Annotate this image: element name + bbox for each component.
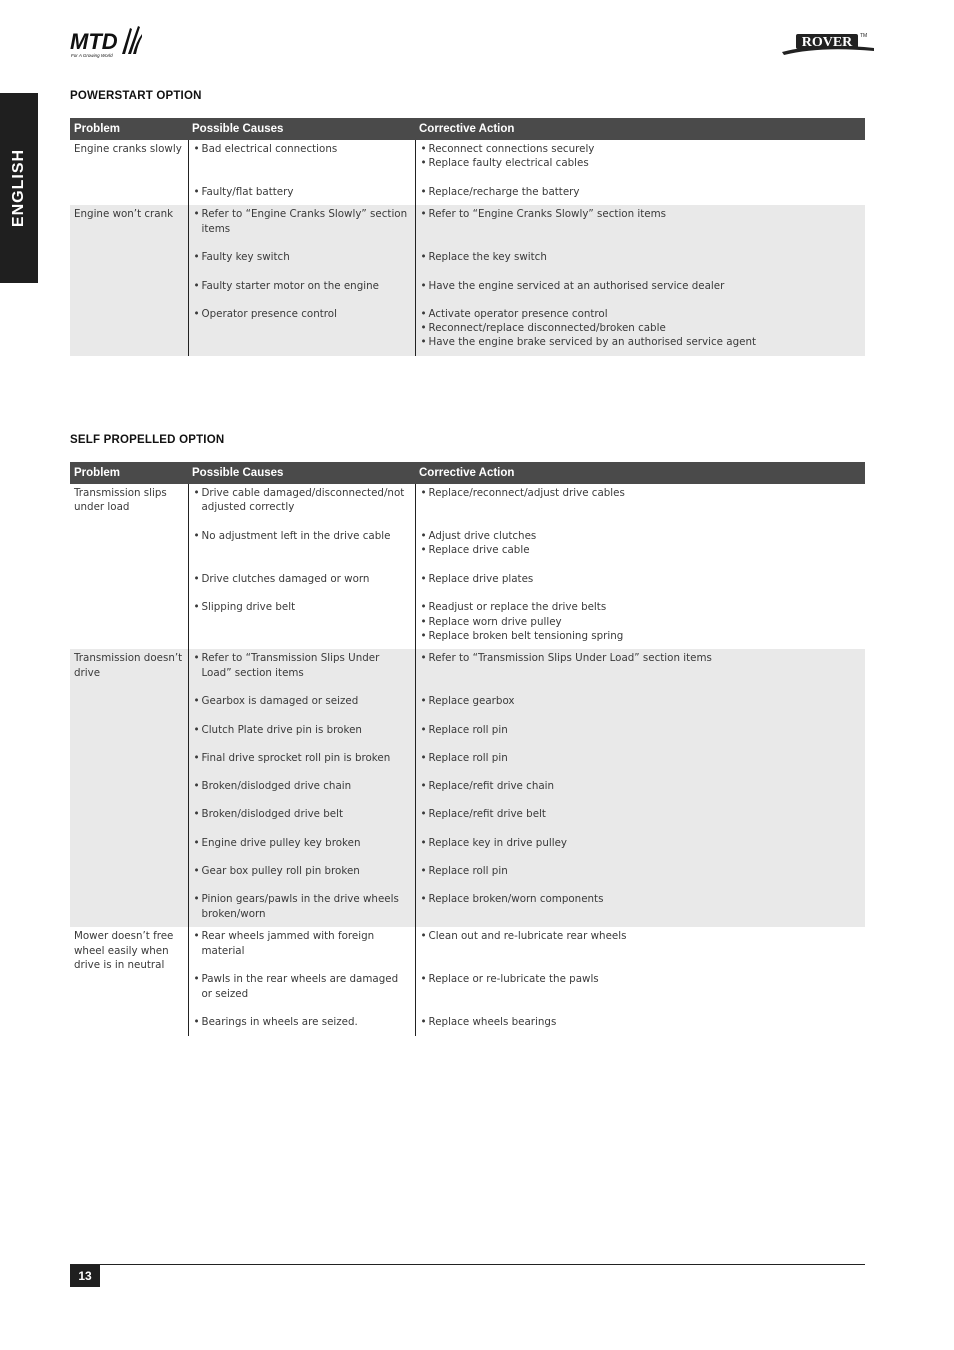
list-item: • Slipping drive belt (194, 600, 411, 614)
rover-logo-text: ROVER (801, 35, 853, 50)
bullet-list (421, 929, 862, 943)
action-group (421, 972, 862, 1001)
list-item: • Gearbox is damaged or seized (194, 694, 411, 708)
causes-cell (188, 649, 415, 927)
list-item: • Adjust drive clutches (421, 529, 862, 543)
action-group (421, 651, 862, 680)
list-item: • Replace or re-lubricate the pawls (421, 972, 862, 986)
table-row (70, 140, 865, 205)
bullet-list (421, 864, 862, 878)
list-item: • Broken/dislodged drive belt (194, 807, 411, 821)
mtd-tagline: For A Growing World (71, 53, 113, 58)
actions-cell (415, 484, 865, 649)
list-item: • Replace/refit drive belt (421, 807, 862, 821)
problem-cell: Transmission slips under load (74, 487, 167, 514)
cause-group (194, 572, 411, 586)
bullet-list (194, 1015, 411, 1029)
list-item: • Have the engine serviced at an authorised service dealer (421, 279, 862, 293)
action-group (421, 807, 862, 821)
action-group (421, 779, 862, 793)
action-group (421, 600, 862, 643)
cause-group (194, 694, 411, 708)
bullet-list (421, 185, 862, 199)
list-item: • Rear wheels jammed with foreign material (194, 929, 411, 958)
bullet-list (194, 600, 411, 614)
self-propelled-table (70, 462, 865, 1036)
actions-cell (415, 649, 865, 927)
table-row (70, 205, 865, 356)
list-item: • Faulty key switch (194, 250, 411, 264)
bullet-list (194, 892, 411, 921)
action-group (421, 307, 862, 350)
action-group (421, 250, 862, 264)
cause-group (194, 779, 411, 793)
bullet-list (421, 972, 862, 986)
cause-group (194, 486, 411, 515)
cause-group (194, 836, 411, 850)
list-item: • Bearings in wheels are seized. (194, 1015, 411, 1029)
actions-cell (415, 140, 865, 205)
action-group (421, 486, 862, 515)
cause-group (194, 207, 411, 236)
powerstart-table (70, 118, 865, 356)
bullet-list (421, 779, 862, 793)
table-row (70, 649, 865, 927)
list-item: • Bad electrical connections (194, 142, 411, 156)
list-item: • Refer to “Transmission Slips Under Load” section items (194, 651, 411, 680)
mtd-logo-text: MTD (70, 29, 118, 54)
bullet-list (194, 207, 411, 236)
bullet-list (194, 972, 411, 1001)
problem-cell: Mower doesn’t free wheel easily when drive is in neutral (74, 930, 174, 971)
table-row (70, 484, 865, 649)
bullet-list (421, 250, 862, 264)
action-group (421, 279, 862, 293)
cause-group (194, 1015, 411, 1029)
list-item: • Readjust or replace the drive belts (421, 600, 862, 614)
cause-group (194, 250, 411, 264)
header-possible-causes: Possible Causes (188, 462, 415, 484)
bullet-list (421, 723, 862, 737)
list-item: • Replace gearbox (421, 694, 862, 708)
cause-group (194, 751, 411, 765)
list-item: • Replace broken belt tensioning spring (421, 629, 862, 643)
header-corrective-action: Corrective Action (415, 118, 865, 140)
language-label: ENGLISH (10, 148, 27, 228)
action-group (421, 864, 862, 878)
cause-group (194, 864, 411, 878)
mtd-logo (70, 24, 142, 60)
problem-cell: Engine won’t crank (70, 205, 188, 356)
action-group (421, 723, 862, 737)
bullet-list (421, 307, 862, 350)
list-item: • Refer to “Engine Cranks Slowly” section items (194, 207, 411, 236)
cause-group (194, 142, 411, 171)
rover-tm: TM (860, 33, 868, 39)
header-problem: Problem (70, 462, 188, 484)
list-item: • Final drive sprocket roll pin is broken (194, 751, 411, 765)
list-item: • Reconnect/replace disconnected/broken cable (421, 321, 862, 335)
bullet-list (421, 600, 862, 643)
causes-cell (188, 140, 415, 205)
bullet-list (421, 279, 862, 293)
powerstart-title: POWERSTART OPTION (70, 90, 202, 102)
header-possible-causes: Possible Causes (188, 118, 415, 140)
list-item: • Replace the key switch (421, 250, 862, 264)
list-item: • Refer to “Transmission Slips Under Load” section items (421, 651, 862, 665)
bullet-list (421, 836, 862, 850)
cause-group (194, 723, 411, 737)
list-item: • Pinion gears/pawls in the drive wheels broken/worn (194, 892, 411, 921)
bullet-list (194, 779, 411, 793)
action-group (421, 892, 862, 921)
list-item: • Clean out and re-lubricate rear wheels (421, 929, 862, 943)
action-group (421, 836, 862, 850)
list-item: • Replace wheels bearings (421, 1015, 862, 1029)
list-item: • Replace faulty electrical cables (421, 156, 862, 170)
list-item: • Replace roll pin (421, 864, 862, 878)
bullet-list (194, 307, 411, 321)
action-group (421, 529, 862, 558)
bullet-list (421, 651, 862, 665)
list-item: • Replace worn drive pulley (421, 615, 862, 629)
cause-group (194, 972, 411, 1001)
list-item: • Replace/refit drive chain (421, 779, 862, 793)
bullet-list (421, 486, 862, 500)
causes-cell (188, 927, 415, 1035)
table-header-row (70, 462, 865, 484)
list-item: • Replace drive cable (421, 543, 862, 557)
causes-cell (188, 205, 415, 356)
bullet-list (194, 723, 411, 737)
bullet-list (194, 185, 411, 199)
list-item: • Replace roll pin (421, 723, 862, 737)
action-group (421, 1015, 862, 1029)
bullet-list (421, 207, 862, 221)
bullet-list (194, 694, 411, 708)
list-item: • Replace/recharge the battery (421, 185, 862, 199)
action-group (421, 929, 862, 958)
bullet-list (194, 529, 411, 543)
cause-group (194, 600, 411, 643)
bullet-list (194, 807, 411, 821)
list-item: • Engine drive pulley key broken (194, 836, 411, 850)
rover-logo (780, 28, 876, 60)
self-propelled-title: SELF PROPELLED OPTION (70, 434, 225, 446)
list-item: • Drive clutches damaged or worn (194, 572, 411, 586)
cause-group (194, 929, 411, 958)
table-row (70, 927, 865, 1035)
table-header-row (70, 118, 865, 140)
bullet-list (194, 572, 411, 586)
cause-group (194, 529, 411, 558)
problem-cell: Engine cranks slowly (74, 143, 182, 155)
bullet-list (194, 751, 411, 765)
list-item: • Refer to “Engine Cranks Slowly” section items (421, 207, 862, 221)
cause-group (194, 279, 411, 293)
bullet-list (421, 1015, 862, 1029)
action-group (421, 572, 862, 586)
cause-group (194, 307, 411, 350)
bullet-list (194, 486, 411, 515)
problem-cell: Transmission doesn’t drive (70, 649, 188, 927)
actions-cell (415, 205, 865, 356)
list-item: • Replace roll pin (421, 751, 862, 765)
bullet-list (194, 250, 411, 264)
footer-divider (70, 1264, 865, 1265)
bullet-list (194, 864, 411, 878)
actions-cell (415, 927, 865, 1035)
list-item: • No adjustment left in the drive cable (194, 529, 411, 543)
list-item: • Replace key in drive pulley (421, 836, 862, 850)
list-item: • Replace broken/worn components (421, 892, 862, 906)
cause-group (194, 892, 411, 921)
list-item: • Faulty starter motor on the engine (194, 279, 411, 293)
bullet-list (421, 892, 862, 906)
bullet-list (421, 529, 862, 558)
list-item: • Faulty/flat battery (194, 185, 411, 199)
list-item: • Pawls in the rear wheels are damaged or seized (194, 972, 411, 1001)
list-item: • Drive cable damaged/disconnected/not adjusted correctly (194, 486, 411, 515)
list-item: • Broken/dislodged drive chain (194, 779, 411, 793)
bullet-list (194, 142, 411, 156)
bullet-list (421, 572, 862, 586)
list-item: • Have the engine brake serviced by an authorised service agent (421, 335, 862, 349)
header-corrective-action: Corrective Action (415, 462, 865, 484)
list-item: • Operator presence control (194, 307, 411, 321)
header-problem: Problem (70, 118, 188, 140)
cause-group (194, 807, 411, 821)
list-item: • Replace/reconnect/adjust drive cables (421, 486, 862, 500)
list-item: • Activate operator presence control (421, 307, 862, 321)
language-tab (0, 93, 38, 283)
action-group (421, 207, 862, 236)
bullet-list (194, 651, 411, 680)
cause-group (194, 185, 411, 199)
action-group (421, 185, 862, 199)
action-group (421, 694, 862, 708)
bullet-list (194, 929, 411, 958)
bullet-list (194, 279, 411, 293)
list-item: • Clutch Plate drive pin is broken (194, 723, 411, 737)
bullet-list (421, 807, 862, 821)
cause-group (194, 651, 411, 680)
causes-cell (188, 484, 415, 649)
action-group (421, 142, 862, 171)
action-group (421, 751, 862, 765)
bullet-list (421, 142, 862, 171)
bullet-list (421, 751, 862, 765)
bullet-list (421, 694, 862, 708)
bullet-list (194, 836, 411, 850)
list-item: • Gear box pulley roll pin broken (194, 864, 411, 878)
list-item: • Replace drive plates (421, 572, 862, 586)
list-item: • Reconnect connections securely (421, 142, 862, 156)
page-number: 13 (70, 1265, 100, 1287)
